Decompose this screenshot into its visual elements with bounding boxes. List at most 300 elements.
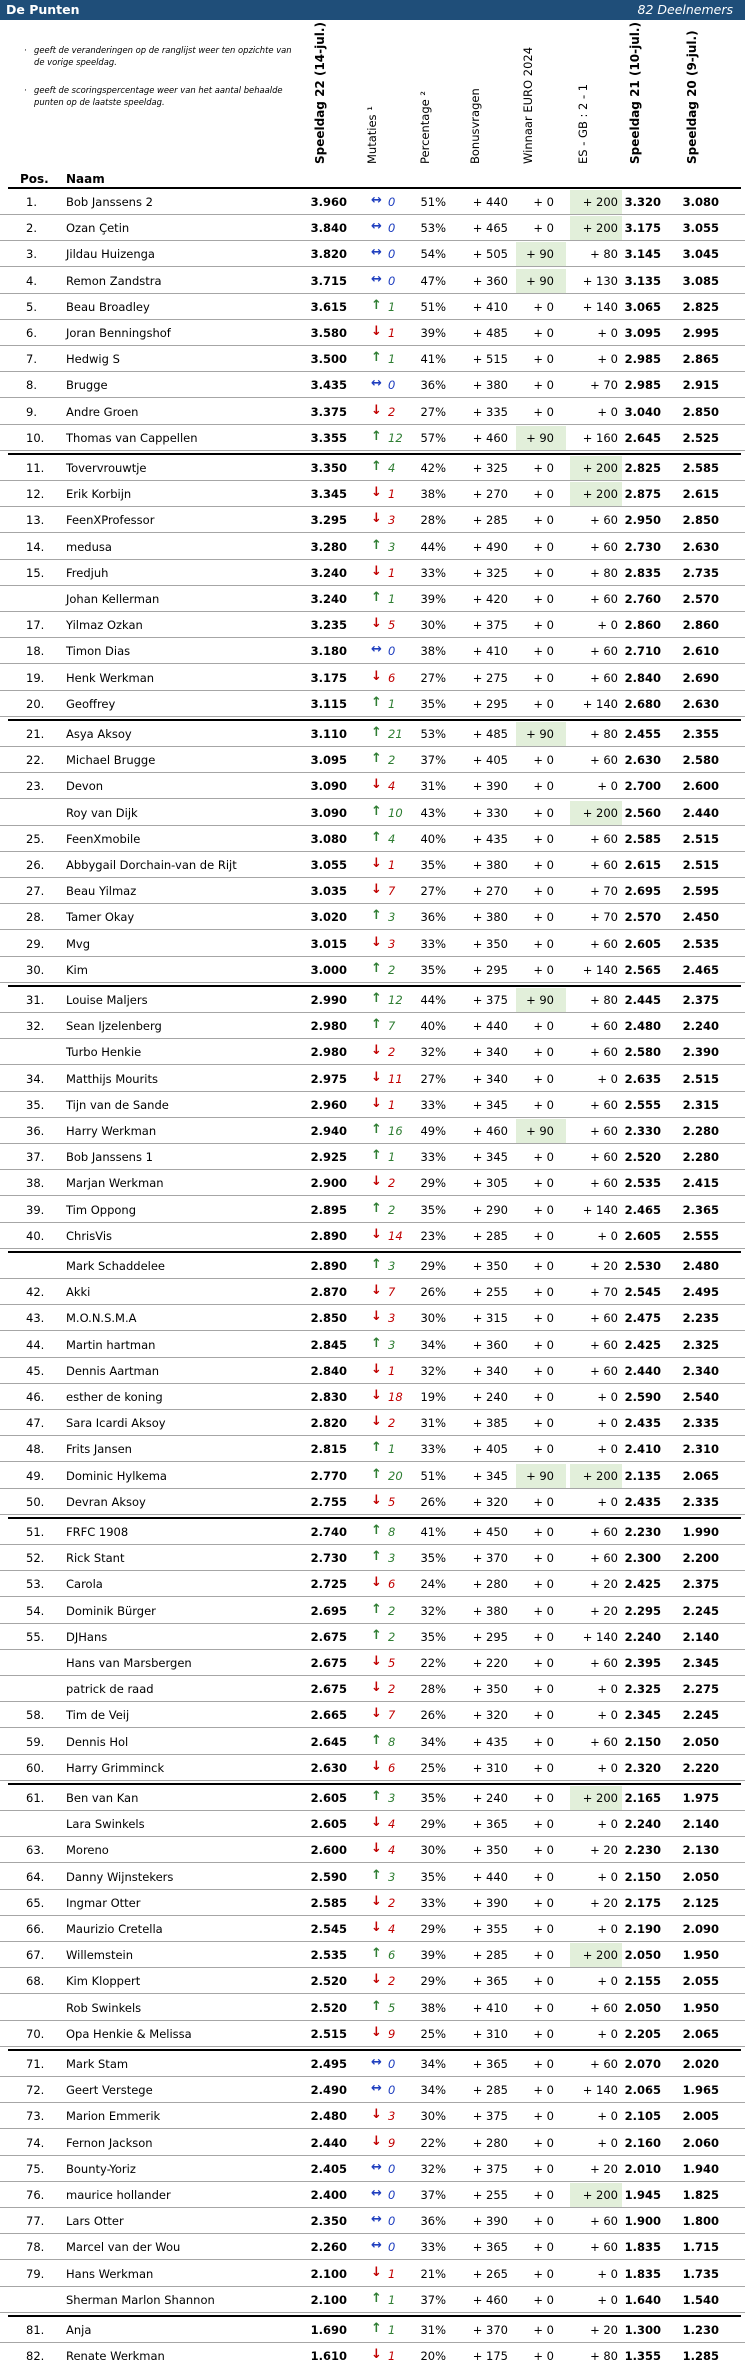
cell-winner: + 0	[533, 1416, 554, 1431]
table-row	[0, 2318, 745, 2343]
cell-pct: 27%	[420, 884, 446, 899]
cell-score: 2.975	[310, 1071, 347, 1086]
cell-bonus: + 345	[472, 1150, 508, 1165]
cell-final: + 70	[590, 378, 618, 393]
cell-name: Rick Stant	[66, 1551, 125, 1566]
cell-winner: + 0	[533, 696, 554, 711]
cell-pct: 34%	[420, 2083, 446, 2098]
cell-name: Lars Otter	[66, 2214, 124, 2229]
group-divider	[8, 985, 741, 987]
cell-pos: 34.	[26, 1071, 45, 1086]
cell-winner: + 0	[533, 1922, 554, 1936]
cell-name: Tovervrouwtje	[66, 461, 147, 475]
table-row	[0, 373, 745, 398]
cell-pct: 36%	[420, 2214, 446, 2229]
cell-pos: 64.	[26, 1869, 45, 1884]
cell-s21: 1.300	[624, 2323, 661, 2337]
arrow-down-icon: ↓	[371, 856, 382, 871]
cell-s21: 2.480	[624, 1019, 661, 1034]
cell-s21: 2.645	[624, 430, 661, 445]
cell-s20: 2.050	[682, 1734, 719, 1749]
cell-mut: 1	[388, 1363, 396, 1378]
cell-pos: 10.	[26, 430, 45, 445]
cell-mut: 0	[388, 247, 396, 262]
cell-s20: 2.200	[682, 1551, 719, 1566]
arrow-down-icon: ↓	[371, 2107, 382, 2123]
cell-winner: + 0	[533, 2323, 554, 2337]
arrow-up-icon: ↑	[371, 1998, 382, 2014]
cell-winner: + 0	[533, 1817, 554, 1832]
cell-s21: 2.605	[624, 1228, 661, 1243]
cell-mut: 1	[388, 696, 396, 711]
cell-name: Kim	[66, 962, 88, 977]
cell-score: 2.870	[310, 1285, 347, 1300]
cell-pos: 42.	[26, 1285, 45, 1300]
arrow-down-icon: ↓	[371, 1492, 382, 1508]
cell-s20: 1.965	[682, 2083, 719, 2098]
cell-mut: 1	[388, 352, 396, 367]
cell-winner: + 0	[533, 2109, 554, 2124]
arrow-down-icon: ↓	[371, 2133, 382, 2149]
page-title: De Punten	[6, 2, 80, 17]
cell-bonus: + 240	[472, 1390, 508, 1404]
cell-score: 3.090	[310, 779, 347, 794]
cell-pos: 52.	[26, 1551, 45, 1566]
col-header-score: Speeldag 22 (14-jul.)	[313, 22, 327, 164]
cell-name: Sherman Marlon Shannon	[66, 2292, 215, 2307]
cell-final: + 200	[582, 221, 618, 236]
cell-pos: 49.	[26, 1468, 45, 1483]
table-row	[0, 535, 745, 560]
cell-s21: 2.590	[624, 1390, 661, 1404]
cell-mut: 2	[388, 1974, 396, 1989]
cell-s20: 2.125	[682, 1895, 719, 1910]
note-mutations-text: geeft de veranderingen op de ranglijst weer ten opzichte van de vorige speeldag.	[34, 45, 292, 67]
cell-winner: + 0	[533, 1150, 554, 1165]
cell-final: + 70	[590, 884, 618, 899]
cell-s20: 2.055	[682, 1974, 719, 1989]
cell-final: + 60	[590, 1363, 618, 1378]
arrow-up-icon: ↑	[371, 829, 382, 845]
cell-s20: 2.415	[682, 1176, 719, 1191]
cell-name: Martin hartman	[66, 1337, 156, 1352]
cell-s21: 2.050	[624, 2000, 661, 2015]
cell-score: 3.175	[310, 670, 347, 685]
cell-pos: 2.	[26, 221, 37, 236]
cell-score: 2.630	[310, 1760, 347, 1775]
cell-name: Geoffrey	[66, 696, 116, 711]
cell-bonus: + 280	[472, 2135, 508, 2150]
cell-score: 3.580	[310, 326, 347, 340]
cell-pct: 54%	[420, 247, 446, 262]
cell-name: Ingmar Otter	[66, 1895, 141, 1910]
cell-pos: 30.	[26, 962, 45, 977]
cell-name: Marcel van der Wou	[66, 2240, 181, 2255]
cell-s21: 2.155	[624, 1974, 661, 1989]
cell-bonus: + 365	[472, 2057, 508, 2071]
cell-score: 2.675	[310, 1629, 347, 1644]
cell-score: 3.345	[310, 487, 347, 502]
cell-final: + 0	[597, 1760, 618, 1775]
cell-bonus: + 380	[472, 910, 508, 925]
cell-bonus: + 310	[472, 2026, 508, 2041]
cell-bonus: + 295	[472, 1629, 508, 1644]
cell-s20: 2.060	[682, 2135, 719, 2150]
cell-pos: 72.	[26, 2083, 45, 2098]
cell-s21: 1.835	[624, 2240, 661, 2255]
cell-score: 2.820	[310, 1416, 347, 1431]
cell-mut: 1	[388, 565, 396, 580]
cell-pct: 37%	[420, 753, 446, 768]
cell-bonus: + 350	[472, 1259, 508, 1273]
cell-winner: + 0	[533, 1071, 554, 1086]
cell-score: 3.615	[310, 299, 347, 314]
cell-s20: 1.230	[682, 2323, 719, 2337]
table-row	[0, 1546, 745, 1571]
cell-name: Harry Grimminck	[66, 1760, 165, 1775]
col-header-winner: Winnaar EURO 2024	[521, 46, 535, 164]
cell-winner: + 0	[533, 195, 554, 209]
table-row	[0, 1651, 745, 1676]
cell-s21: 2.230	[624, 1843, 661, 1858]
cell-bonus: + 370	[472, 2323, 508, 2337]
cell-bonus: + 375	[472, 2161, 508, 2176]
cell-mut: 1	[388, 299, 396, 314]
cell-s20: 2.825	[682, 299, 719, 314]
cell-s21: 2.520	[624, 1150, 661, 1165]
table-row	[0, 827, 745, 852]
arrow-down-icon: ↓	[371, 402, 382, 418]
cell-mut: 4	[388, 461, 396, 475]
arrow-both-icon: ↔	[371, 2055, 382, 2070]
cell-s20: 1.950	[682, 1948, 719, 1963]
cell-final: + 140	[582, 299, 618, 314]
cell-score: 2.545	[310, 1922, 347, 1936]
cell-pos: 46.	[26, 1390, 45, 1404]
cell-s21: 2.475	[624, 1311, 661, 1326]
table-row	[0, 879, 745, 904]
cell-score: 2.895	[310, 1202, 347, 1217]
cell-score: 2.740	[310, 1525, 347, 1539]
cell-s20: 1.940	[682, 2161, 719, 2176]
cell-s21: 2.160	[624, 2135, 661, 2150]
cell-final: + 0	[597, 1228, 618, 1243]
cell-pos: 59.	[26, 1734, 45, 1749]
cell-bonus: + 485	[472, 727, 508, 741]
cell-name: Dominic Hylkema	[66, 1468, 167, 1483]
cell-mut: 2	[388, 1603, 396, 1618]
arrow-up-icon: ↑	[371, 803, 382, 819]
cell-s21: 2.240	[624, 1817, 661, 1832]
cell-winner: + 0	[533, 910, 554, 925]
cell-pos: 53.	[26, 1577, 45, 1592]
cell-score: 2.520	[310, 1974, 347, 1989]
cell-s21: 2.445	[624, 993, 661, 1007]
cell-score: 2.100	[310, 2266, 347, 2281]
cell-winner: + 0	[533, 670, 554, 685]
cell-score: 3.840	[310, 221, 347, 236]
arrow-down-icon: ↓	[371, 616, 382, 632]
cell-final: + 200	[582, 487, 618, 502]
cell-s21: 2.455	[624, 727, 661, 741]
cell-mut: 20	[388, 1468, 403, 1483]
cell-pos: 14.	[26, 539, 45, 554]
cell-winner: + 0	[533, 936, 554, 951]
cell-score: 3.080	[310, 831, 347, 846]
cell-pct: 37%	[420, 2188, 446, 2202]
cell-pct: 32%	[420, 1363, 446, 1378]
cell-mut: 3	[388, 1337, 396, 1352]
cell-score: 2.405	[310, 2161, 347, 2176]
cell-mut: 2	[388, 404, 396, 419]
cell-name: FeenXmobile	[66, 831, 141, 846]
cell-pct: 34%	[420, 1734, 446, 1749]
arrow-down-icon: ↓	[371, 1283, 382, 1299]
table-row	[0, 482, 745, 507]
cell-score: 2.480	[310, 2109, 347, 2124]
cell-pct: 43%	[420, 805, 446, 820]
note-mutations	[24, 44, 292, 68]
cell-winner: + 90	[526, 1468, 554, 1483]
cell-winner: + 0	[533, 884, 554, 899]
cell-pos: 4.	[26, 273, 37, 288]
cell-pos: 19.	[26, 670, 45, 685]
table-row	[0, 692, 745, 717]
table-row	[0, 613, 745, 638]
cell-winner: + 0	[533, 1791, 554, 1805]
cell-s21: 2.530	[624, 1259, 661, 1273]
arrow-both-icon: ↔	[371, 271, 382, 287]
cell-bonus: + 255	[472, 1285, 508, 1300]
cell-final: + 0	[597, 779, 618, 794]
cell-final: + 60	[590, 831, 618, 846]
cell-s21: 2.605	[624, 936, 661, 951]
cell-pos: 48.	[26, 1442, 45, 1457]
cell-s21: 2.835	[624, 565, 661, 580]
cell-name: Bob Janssens 1	[66, 1150, 153, 1165]
cell-pct: 29%	[420, 1974, 446, 1989]
arrow-down-icon: ↓	[371, 2347, 382, 2360]
arrow-down-icon: ↓	[371, 882, 382, 898]
cell-mut: 6	[388, 1577, 396, 1592]
cell-score: 3.350	[310, 461, 347, 475]
table-row	[0, 1917, 745, 1942]
cell-name: Hans Werkman	[66, 2266, 154, 2281]
arrow-down-icon: ↓	[371, 777, 382, 793]
cell-score: 3.715	[310, 273, 347, 288]
cell-pct: 35%	[420, 1202, 446, 1217]
participant-count: 82 Deelnemers	[637, 2, 733, 17]
cell-name: Turbo Henkie	[66, 1045, 142, 1060]
cell-pct: 29%	[420, 1176, 446, 1191]
cell-pos: 36.	[26, 1124, 45, 1138]
table-row	[0, 216, 745, 241]
cell-bonus: + 390	[472, 779, 508, 794]
cell-name: Fredjuh	[66, 565, 109, 580]
arrow-down-icon: ↓	[371, 668, 382, 684]
cell-name: ChrisVis	[66, 1228, 113, 1243]
table-row	[0, 2183, 745, 2208]
cell-winner: + 0	[533, 592, 554, 606]
cell-mut: 2	[388, 1045, 396, 1060]
cell-score: 3.015	[310, 936, 347, 951]
cell-winner: + 0	[533, 2240, 554, 2255]
cell-score: 2.495	[310, 2057, 347, 2071]
arrow-up-icon: ↑	[371, 2290, 382, 2306]
cell-pos: 29.	[26, 936, 45, 951]
cell-name: Andre Groen	[66, 404, 139, 419]
cell-name: Erik Korbijn	[66, 487, 132, 502]
cell-name: Hedwig S	[66, 352, 120, 367]
cell-pct: 29%	[420, 1259, 446, 1273]
cell-winner: + 90	[526, 273, 554, 288]
cell-final: + 140	[582, 1629, 618, 1644]
cell-s20: 2.335	[682, 1416, 719, 1431]
arrow-up-icon: ↑	[371, 350, 382, 366]
arrow-both-icon: ↔	[371, 642, 382, 658]
cell-s20: 2.850	[682, 404, 719, 419]
cell-pct: 35%	[420, 858, 446, 872]
cell-mut: 2	[388, 962, 396, 977]
cell-winner: + 0	[533, 1760, 554, 1775]
cell-final: + 60	[590, 1019, 618, 1034]
table-row	[0, 1943, 745, 1968]
arrow-down-icon: ↓	[371, 1706, 382, 1722]
cell-bonus: + 270	[472, 884, 508, 899]
cell-final: + 60	[590, 1311, 618, 1326]
cell-s20: 2.245	[682, 1603, 719, 1618]
table-row	[0, 1333, 745, 1358]
cell-s20: 2.465	[682, 962, 719, 977]
cell-bonus: + 375	[472, 993, 508, 1007]
cell-mut: 7	[388, 1285, 396, 1300]
cell-mut: 1	[388, 858, 396, 872]
cell-score: 2.605	[310, 1791, 347, 1805]
cell-score: 2.605	[310, 1817, 347, 1832]
cell-pos: 55.	[26, 1629, 45, 1644]
arrow-up-icon: ↑	[371, 1867, 382, 1883]
col-header-name: Naam	[66, 172, 105, 186]
arrow-both-icon: ↔	[371, 2212, 382, 2228]
cell-name: Tim Oppong	[66, 1202, 136, 1217]
cell-s20: 2.860	[682, 618, 719, 633]
cell-mut: 7	[388, 884, 396, 899]
cell-pct: 39%	[420, 1948, 446, 1963]
cell-s21: 2.875	[624, 487, 661, 502]
cell-s21: 2.295	[624, 1603, 661, 1618]
cell-final: + 20	[590, 1895, 618, 1910]
cell-mut: 5	[388, 2000, 396, 2015]
cell-s21: 2.065	[624, 2083, 661, 2098]
cell-mut: 1	[388, 487, 396, 502]
cell-winner: + 0	[533, 2188, 554, 2202]
note-percentage-text: geeft de scoringspercentage weer van het aantal behaalde punten op de laatste speeldag.	[34, 85, 283, 107]
cell-pct: 35%	[420, 1869, 446, 1884]
cell-s20: 2.535	[682, 936, 719, 951]
cell-final: + 60	[590, 1656, 618, 1670]
cell-score: 2.850	[310, 1311, 347, 1326]
cell-name: patrick de raad	[66, 1682, 154, 1697]
cell-final: + 0	[597, 618, 618, 633]
cell-bonus: + 390	[472, 2214, 508, 2229]
cell-pct: 25%	[420, 1760, 446, 1775]
table-row	[0, 1490, 745, 1515]
cell-score: 2.490	[310, 2083, 347, 2098]
cell-mut: 10	[388, 805, 403, 820]
cell-s21: 2.175	[624, 1895, 661, 1910]
cell-pos: 11.	[26, 461, 45, 475]
table-row	[0, 2131, 745, 2156]
cell-pos: 43.	[26, 1311, 45, 1326]
cell-name: Anja	[66, 2323, 92, 2337]
cell-bonus: + 365	[472, 1817, 508, 1832]
cell-mut: 5	[388, 1494, 396, 1509]
arrow-down-icon: ↓	[371, 1841, 382, 1857]
cell-bonus: + 335	[472, 404, 508, 419]
cell-winner: + 0	[533, 779, 554, 794]
cell-score: 2.585	[310, 1895, 347, 1910]
cell-final: + 0	[597, 1682, 618, 1697]
cell-s21: 2.410	[624, 1442, 661, 1457]
cell-mut: 2	[388, 1416, 396, 1431]
cell-name: Mark Schaddelee	[66, 1259, 165, 1273]
cell-s20: 3.080	[682, 195, 719, 209]
cell-final: + 140	[582, 962, 618, 977]
cell-s21: 2.950	[624, 513, 661, 528]
arrow-down-icon: ↓	[371, 2024, 382, 2040]
arrow-up-icon: ↑	[371, 1122, 382, 1137]
table-row	[0, 666, 745, 691]
cell-s20: 2.515	[682, 1071, 719, 1086]
cell-winner: + 0	[533, 805, 554, 820]
cell-pos: 77.	[26, 2214, 45, 2229]
table-row	[0, 1812, 745, 1837]
table-row	[0, 2344, 745, 2360]
cell-pos: 54.	[26, 1603, 45, 1618]
arrow-down-icon: ↓	[371, 485, 382, 501]
cell-pos: 28.	[26, 910, 45, 925]
cell-mut: 0	[388, 2240, 396, 2255]
cell-score: 3.500	[310, 352, 347, 367]
cell-pct: 44%	[420, 539, 446, 554]
arrow-up-icon: ↑	[371, 960, 382, 976]
cell-mut: 6	[388, 1760, 396, 1775]
cell-mut: 18	[388, 1390, 403, 1404]
cell-winner: + 0	[533, 1259, 554, 1273]
cell-pos: 75.	[26, 2161, 45, 2176]
cell-pct: 41%	[420, 352, 446, 367]
cell-pct: 38%	[420, 2000, 446, 2015]
cell-mut: 0	[388, 2214, 396, 2229]
cell-mut: 21	[388, 727, 403, 741]
cell-bonus: + 340	[472, 1363, 508, 1378]
cell-mut: 0	[388, 195, 396, 209]
cell-mut: 11	[388, 1071, 403, 1086]
cell-mut: 7	[388, 1019, 396, 1034]
cell-pct: 31%	[420, 2323, 446, 2337]
cell-pos: 3.	[26, 247, 37, 262]
table-row	[0, 347, 745, 372]
table-row	[0, 958, 745, 983]
cell-score: 2.755	[310, 1494, 347, 1509]
cell-final: + 60	[590, 858, 618, 872]
table-row	[0, 1014, 745, 1039]
cell-s20: 2.240	[682, 1019, 719, 1034]
cell-pct: 33%	[420, 565, 446, 580]
cell-s21: 2.680	[624, 696, 661, 711]
table-row	[0, 269, 745, 294]
cell-s20: 2.220	[682, 1760, 719, 1775]
